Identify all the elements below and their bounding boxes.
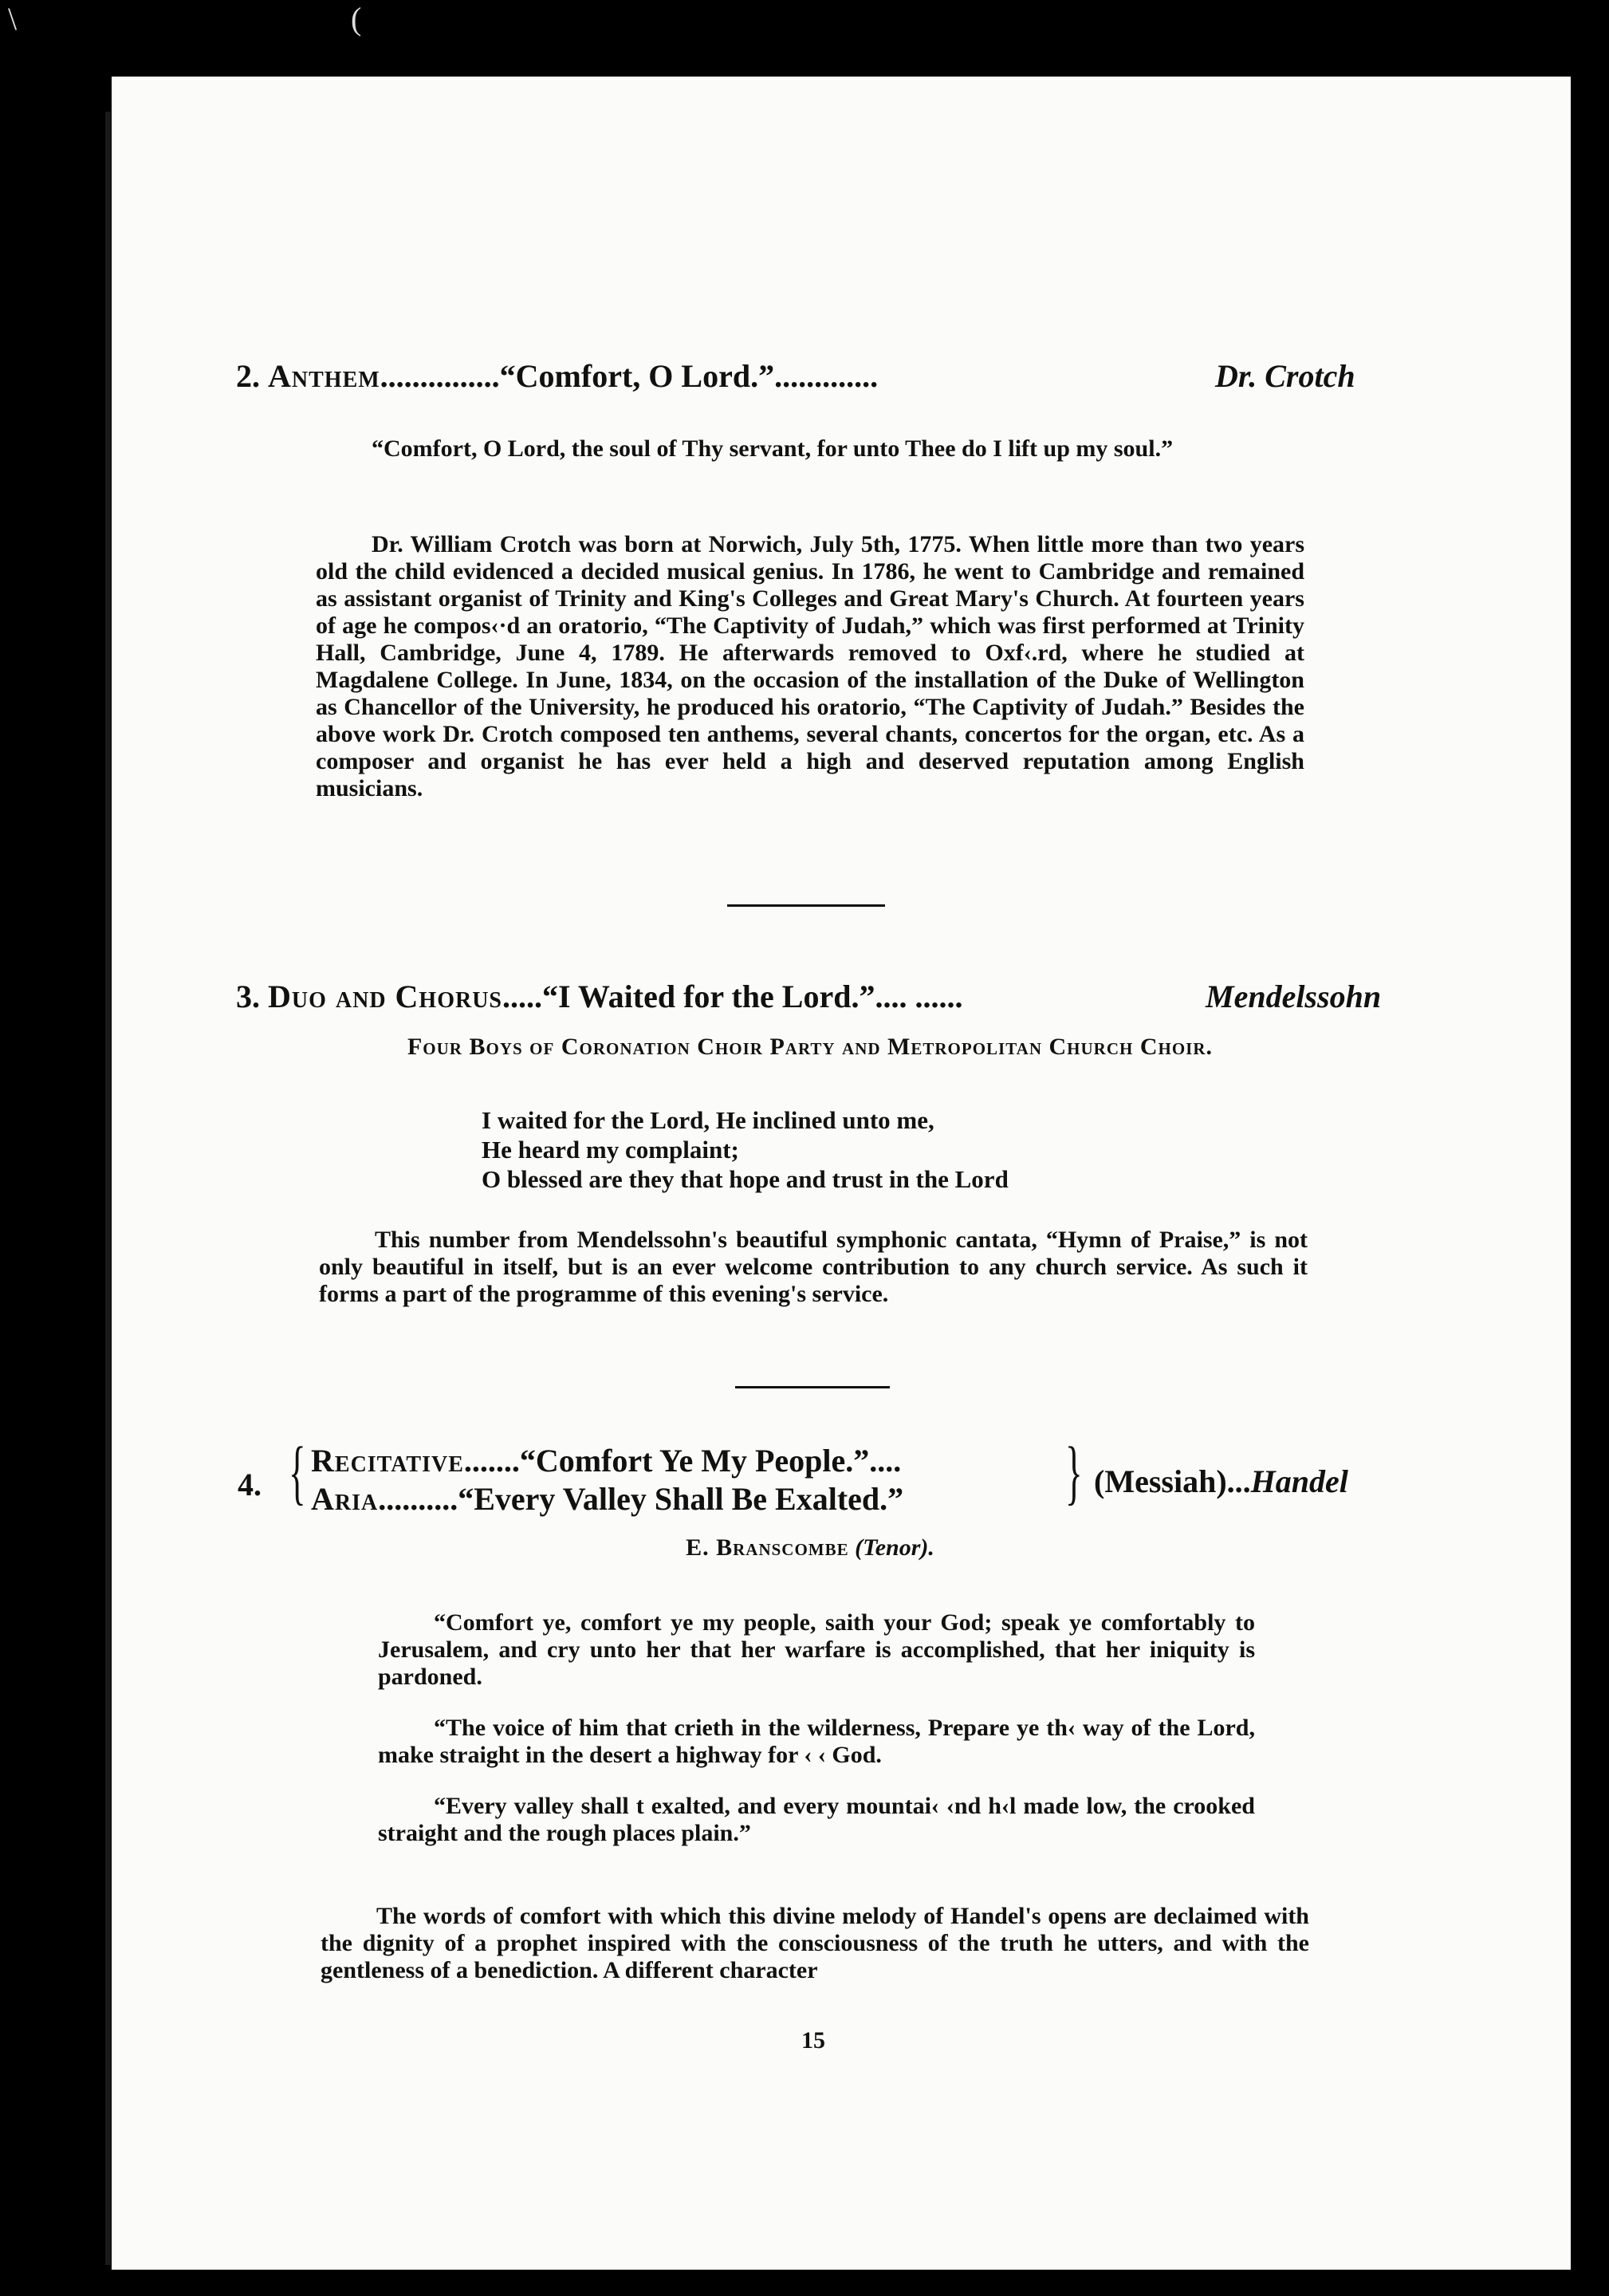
item-2-heading [236,357,878,395]
right-brace: } [1065,1433,1083,1512]
page-number: 15 [801,2027,825,2054]
recitative-line [311,1442,901,1479]
aria-title: “Every Valley Shall Be Exalted.” [458,1481,904,1517]
leader-dots: ............. [774,358,879,394]
item-number: 4. [238,1467,262,1502]
section-divider [735,1386,890,1388]
aria-line [311,1480,903,1518]
item-number: 3. [236,979,260,1014]
item-3-note: This number from Mendelssohn's beautiful symphonic cantata, “Hymn of Praise,” is not only beautiful in itself, but is an ever welcome contribution to any church service. As such it forms a part of the programme of this evening's service. [319,1227,1308,1307]
item-title: “Comfort, O Lord.” [499,358,775,394]
item-3-performers: Four Boys of Coronation Choir Party and Metropolitan Church Choir. [407,1034,1213,1060]
verse: “Comfort ye, comfort ye my people, saith your God; speak ye comfortably to Jerusalem, and cry unto her that her warfare is accomplished, that her iniquity is pardoned. [378,1609,1255,1690]
verse: “The voice of him that crieth in the wilderness, Prepare ye th‹ way of the Lord, make straight in the desert a highway for ‹ ‹ God. [378,1715,1255,1768]
recitative-type: Recitative [311,1443,464,1479]
item-2-composer: Dr. Crotch [1215,358,1355,394]
item-type: Duo and Chorus [268,979,503,1014]
lyric-line: He heard my complaint; [482,1136,739,1164]
item-3-composer: Mendelssohn [1206,979,1382,1014]
item-4-composer: Handel [1250,1463,1348,1499]
item-number: 2. [236,358,260,394]
leader-dots: .......... [378,1481,458,1517]
item-2-note: Dr. William Crotch was born at Norwich, July 5th, 1775. When little more than two years old the child evidenced a decided musical genius. In 1786, he went to Cambridge and remained as assistant organist of Trinity and King's Colleges and Great Mary's Church. At fourteen years of age he compos‹·d an oratorio, “The Captivity of Judah,” which was first performed at Trinity Hall, Cambridge, June 4, 1789. He afterwards removed to Oxf‹.rd, where he studied at Magdalene College. In June, 1834, on the occasion of the installation of the Duke of Wellington as Chancellor of the University, he produced his oratorio, “The Captivity of Judah.” Besides the above work Dr. Crotch composed ten anthems, several chants, concertos for the organ, etc. As a composer and organist he has ever held a high and deserved reputation among English musicians. [316,531,1304,801]
verse: “Every valley shall t exalted, and every mountai‹ ‹nd h‹l made low, the crooked straight and the rough places plain.” [378,1793,1255,1846]
recitative-title: “Comfort Ye My People.”.... [519,1443,902,1479]
item-4-performer-line [236,1534,1384,1562]
item-4-note: The words of comfort with which this divine melody of Handel's opens are declaimed with the dignity of a prophet inspired with the consciousness of the truth he utters, and with the gentleness of a benediction. A different character [321,1903,1309,1983]
item-title: “I Waited for the Lord.” [542,979,875,1014]
lyric-line: I waited for the Lord, He inclined unto me, [482,1106,934,1134]
item-type: Anthem [268,358,380,394]
leader-dots: ....... [463,1443,520,1479]
performer-name: E. Branscombe [686,1534,849,1561]
leader-dots: .... ...... [875,979,963,1014]
book-spine-edge [105,112,111,2265]
lyric-line: O blessed are they that hope and trust in the Lord [482,1165,1009,1193]
aria-type: Aria [311,1481,379,1517]
leader-dots: ............... [380,358,500,394]
section-divider [727,904,885,907]
item-3-lyrics [482,1105,1009,1194]
item-4-work [1094,1463,1348,1500]
scan-mark: \ [8,1,18,37]
item-3-heading [236,978,962,1015]
scan-mark: ( [351,1,362,37]
item-2-quote: “Comfort, O Lord, the soul of Thy servant, for unto Thee do I lift up my soul.” [372,435,1174,462]
left-brace: { [289,1433,306,1512]
work-title: (Messiah)... [1094,1463,1251,1499]
leader-dots: ..... [502,979,543,1014]
performer-voice: (Tenor). [855,1534,934,1561]
